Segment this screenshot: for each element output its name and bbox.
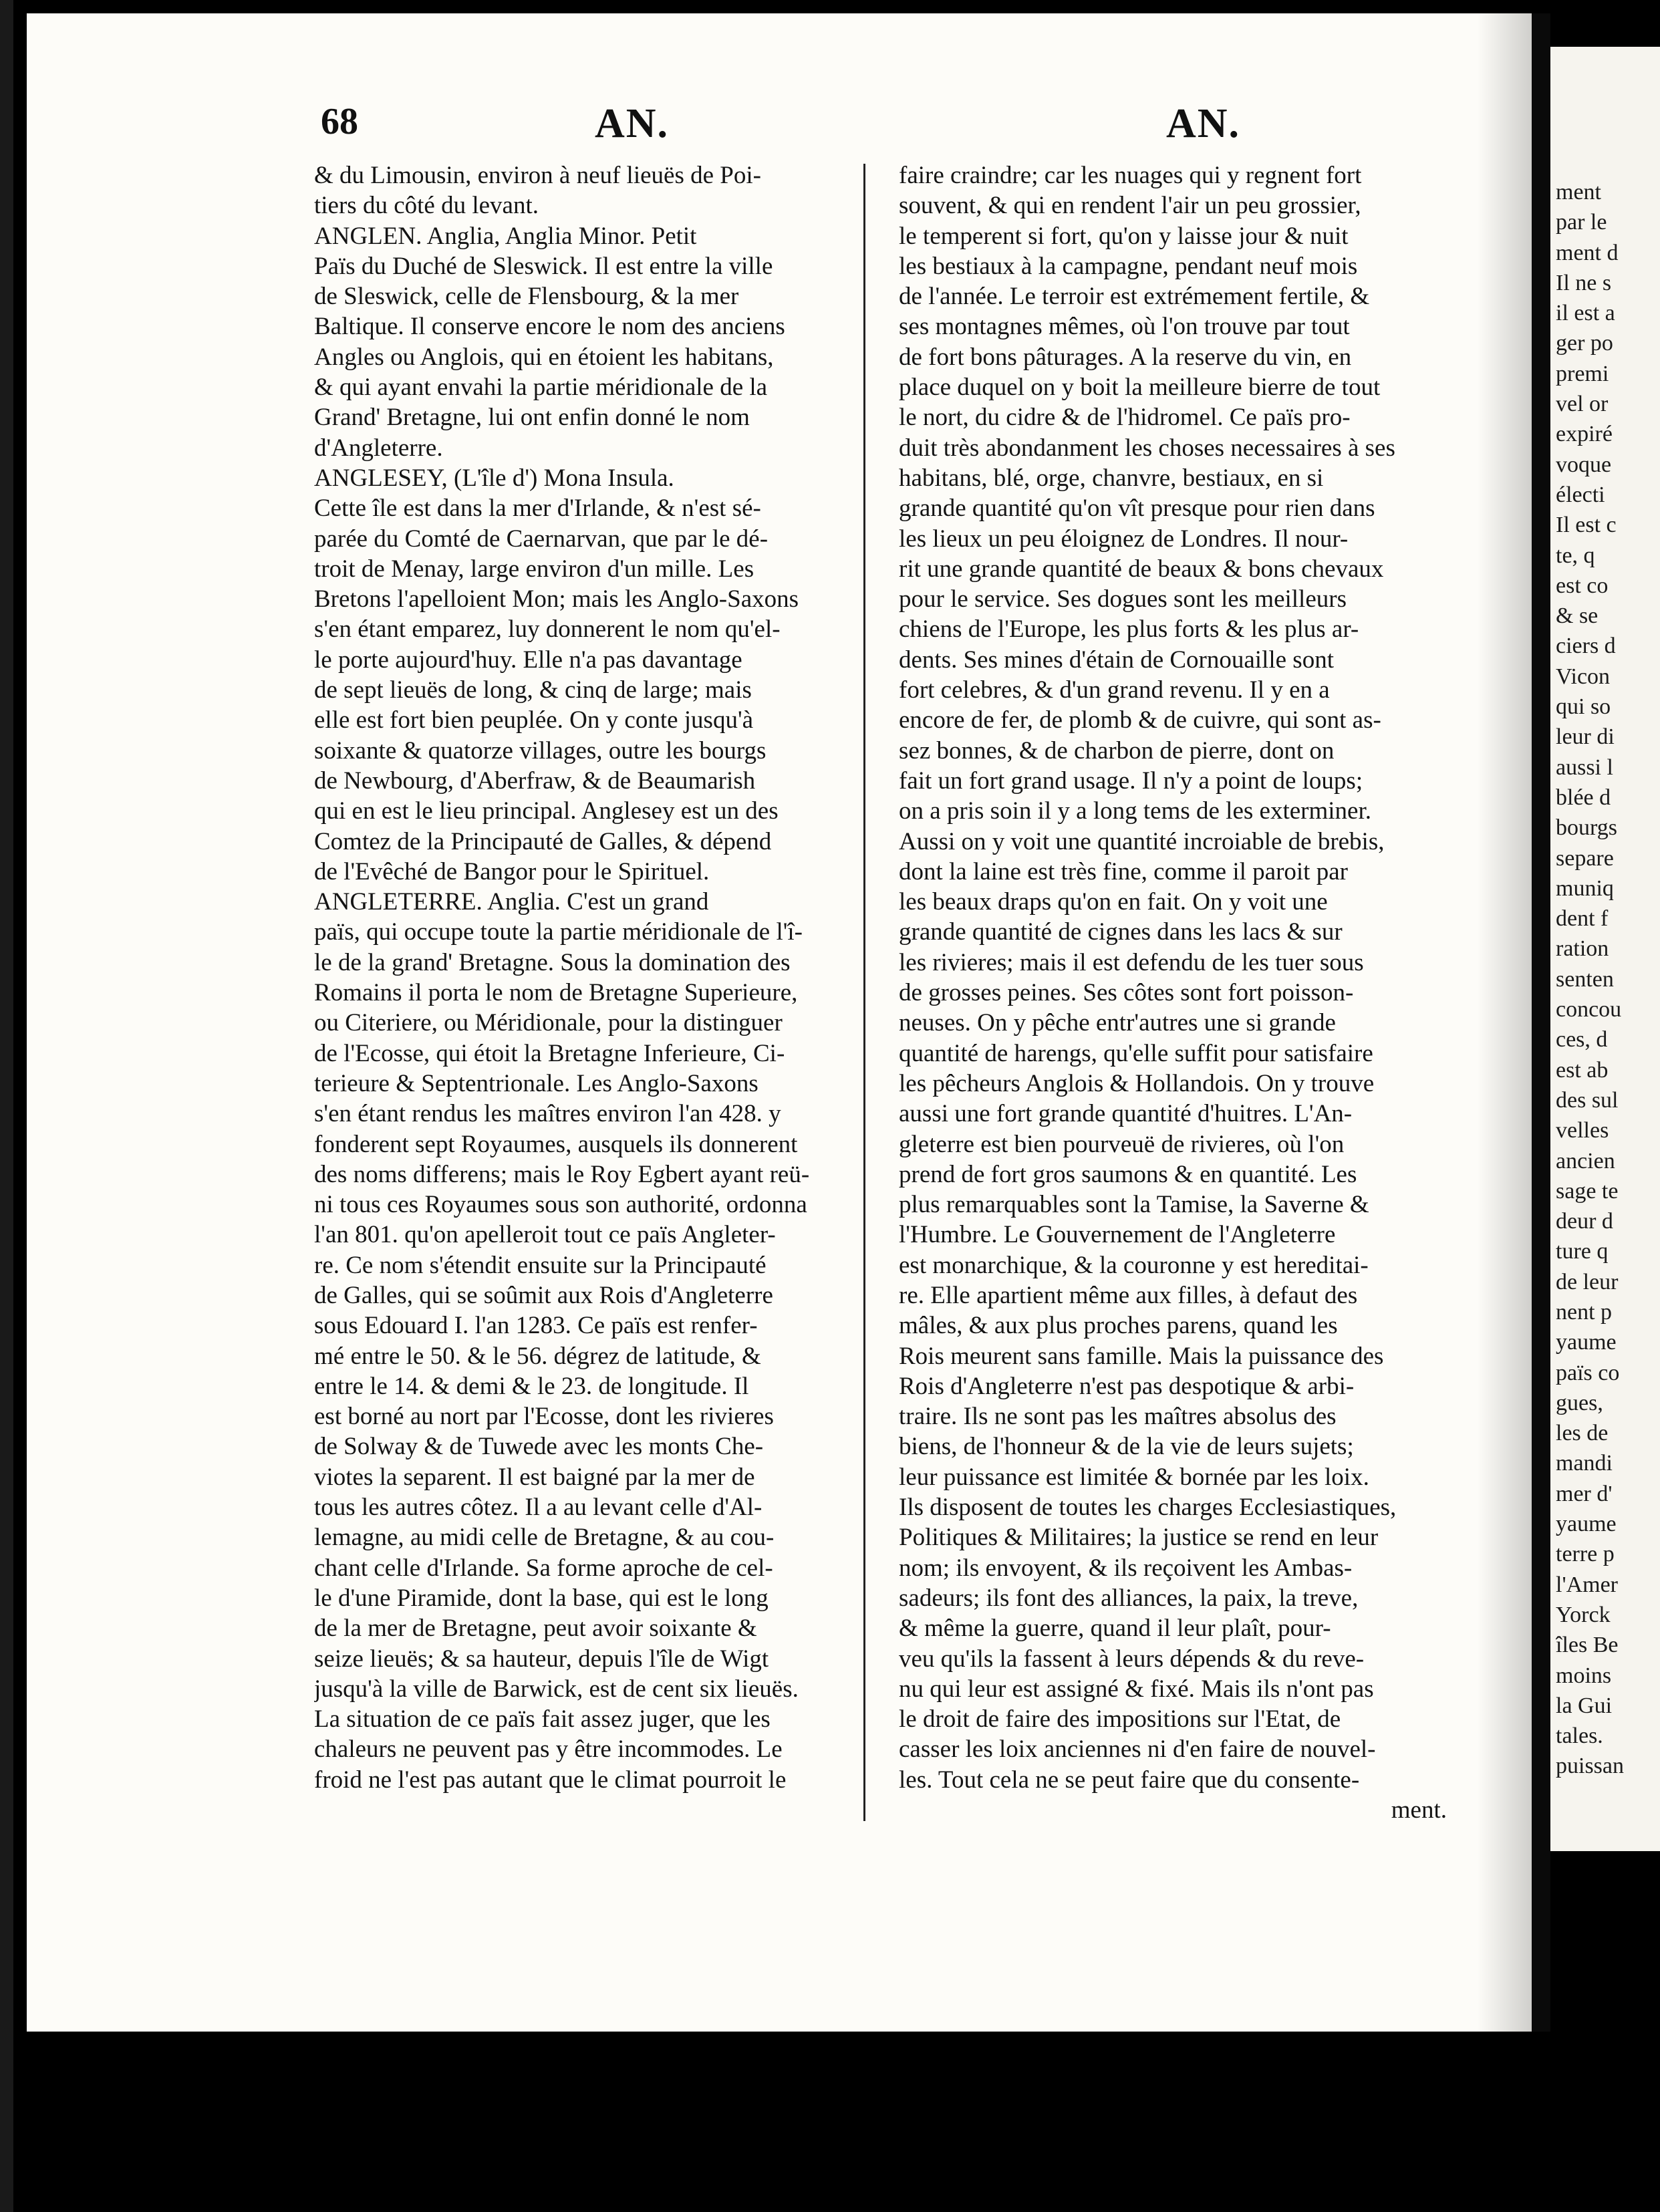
facing-page-line: îles Be (1556, 1633, 1619, 1658)
facing-page-fragment (1550, 47, 1660, 1851)
text-line: fort celebres, & d'un grand revenu. Il y en a (899, 676, 1330, 704)
running-head-left: AN. (595, 101, 670, 146)
text-line: Cette île est dans la mer d'Irlande, & n'est sé- (314, 495, 761, 523)
text-line: le porte aujourd'huy. Elle n'a pas davantage (314, 646, 742, 674)
text-line: grande quantité de cignes dans les lacs & sur (899, 918, 1343, 946)
text-line: place duquel on y boit la meilleure bierre de tout (899, 374, 1381, 402)
facing-page-line: il est a (1556, 301, 1615, 326)
text-line: Angles ou Anglois, qui en étoient les habitans, (314, 343, 774, 371)
text-line: habitans, blé, orge, chanvre, bestiaux, en si (899, 464, 1324, 492)
facing-page-line: la Gui (1556, 1693, 1613, 1718)
text-line: dont la laine est très fine, comme il paroit par (899, 857, 1348, 885)
binding-shadow (1477, 13, 1532, 2032)
facing-page-line: moins (1556, 1663, 1612, 1688)
text-line: ANGLEN. Anglia, Anglia Minor. Petit (314, 222, 697, 250)
page-number: 68 (321, 101, 358, 142)
facing-page-line: mandi (1556, 1451, 1613, 1476)
facing-page-line: les de (1556, 1421, 1609, 1446)
facing-page-line: électi (1556, 482, 1605, 507)
text-line: de Solway & de Tuwede avec les monts Che- (314, 1433, 764, 1461)
text-line: re. Elle apartient même aux filles, à defaut des (899, 1281, 1358, 1309)
text-line: l'an 801. qu'on apelleroit tout ce païs Angleter- (314, 1221, 776, 1249)
facing-page-line: deur d (1556, 1209, 1613, 1234)
text-line: Grand' Bretagne, lui ont enfin donné le nom (314, 404, 750, 432)
text-line: de l'Evêché de Bangor pour le Spirituel. (314, 857, 710, 885)
text-line: sez bonnes, & de charbon de pierre, dont on (899, 736, 1335, 765)
text-line: de sept lieuës de long, & cinq de large; mais (314, 676, 752, 704)
text-line: ANGLESEY, (L'île d') Mona Insula. (314, 464, 674, 492)
facing-page-line: mer d' (1556, 1481, 1613, 1506)
text-line: fait un fort grand usage. Il n'y a point de loups; (899, 767, 1363, 795)
text-line: de la mer de Bretagne, peut avoir soixante & (314, 1615, 757, 1643)
text-line: qui en est le lieu principal. Anglesey est un des (314, 797, 779, 825)
text-line: les lieux un peu éloignez de Londres. Il nour- (899, 525, 1349, 553)
text-line: re. Ce nom s'étendit ensuite sur la Principauté (314, 1251, 767, 1279)
facing-page-line: ration (1556, 936, 1609, 962)
text-line: de l'année. Le terroir est extrémement fertile, & (899, 283, 1370, 311)
text-line: encore de fer, de plomb & de cuivre, qui sont as- (899, 706, 1381, 734)
facing-page-line: velles (1556, 1118, 1609, 1143)
text-line: les. Tout cela ne se peut faire que du consente- (899, 1766, 1360, 1794)
text-line: de Sleswick, celle de Flensbourg, & la mer (314, 283, 739, 311)
text-line: s'en étant emparez, luy donnerent le nom qu'el- (314, 615, 781, 644)
facing-page-line: Il est c (1556, 513, 1617, 538)
text-line: d'Angleterre. (314, 434, 443, 462)
facing-page-line: gues, (1556, 1390, 1603, 1415)
text-line: quantité de harengs, qu'elle suffit pour satisfaire (899, 1039, 1373, 1067)
text-line: le nort, du cidre & de l'hidromel. Ce païs pro- (899, 404, 1351, 432)
left-text-column (314, 160, 889, 1795)
facing-page-line: ment (1556, 180, 1601, 204)
text-line: neuses. On y pêche entr'autres une si grande (899, 1009, 1336, 1037)
text-line: froid ne l'est pas autant que le climat pourroit le (314, 1766, 787, 1794)
facing-page-line: ment d (1556, 240, 1619, 265)
text-line: Politiques & Militaires; la justice se rend en leur (899, 1524, 1379, 1552)
text-line: de fort bons pâturages. A la reserve du vin, en (899, 343, 1352, 371)
text-line: l'Humbre. Le Gouvernement de l'Angleterre (899, 1221, 1336, 1249)
page-gutter (1532, 13, 1550, 2032)
text-line: soixante & quatorze villages, outre les bourgs (314, 736, 767, 765)
text-line: rit une grande quantité de beaux & bons chevaux (899, 555, 1384, 583)
text-line: Comtez de la Principauté de Galles, & dépend (314, 827, 772, 855)
facing-page-line: Vicon (1556, 664, 1611, 689)
text-line: souvent, & qui en rendent l'air un peu grossier, (899, 192, 1361, 220)
text-line: les pêcheurs Anglois & Hollandois. On y trouve (899, 1069, 1375, 1097)
text-line: le d'une Piramide, dont la base, qui est le long (314, 1584, 769, 1612)
text-line: jusqu'à la ville de Barwick, est de cent six lieuës. (314, 1675, 799, 1703)
facing-page-text (1550, 47, 1660, 1782)
text-line: troit de Menay, large environ d'un mille. Les (314, 555, 754, 583)
text-line: mé entre le 50. & le 56. dégrez de latitude, & (314, 1342, 761, 1370)
facing-page-line: dent f (1556, 906, 1609, 932)
text-line: tiers du côté du levant. (314, 192, 539, 220)
text-line: seize lieuës; & sa hauteur, depuis l'île de Wigt (314, 1645, 769, 1673)
facing-page-line: premi (1556, 361, 1609, 386)
scan-left-edge (0, 0, 13, 2212)
text-line: ses montagnes mêmes, où l'on trouve par tout (899, 313, 1350, 341)
facing-page-line: yaume (1556, 1512, 1617, 1537)
text-line: lemagne, au midi celle de Bretagne, & au cou- (314, 1524, 775, 1552)
text-line: & qui ayant envahi la partie méridionale de la (314, 374, 768, 402)
facing-page-line: nent p (1556, 1299, 1613, 1325)
text-line: de Galles, qui se soûmit aux Rois d'Angleterre (314, 1281, 773, 1309)
text-line: grande quantité qu'on vît presque pour rien dans (899, 495, 1375, 523)
text-line: terieure & Septentrionale. Les Anglo-Saxons (314, 1069, 758, 1097)
facing-page-line: leur di (1556, 724, 1615, 750)
text-line: Aussi on y voit une quantité incroiable de brebis, (899, 827, 1385, 855)
text-line: mâles, & aux plus proches parens, quand les (899, 1312, 1338, 1340)
facing-page-line: l'Amer (1556, 1572, 1618, 1597)
text-line: les beaux draps qu'on en fait. On y voit une (899, 888, 1328, 916)
facing-page-line: tales. (1556, 1723, 1603, 1749)
facing-page-line: muniq (1556, 875, 1614, 901)
facing-page-line: Il ne s (1556, 270, 1612, 295)
text-line: & du Limousin, environ à neuf lieuës de Poi- (314, 162, 761, 189)
text-line: ANGLETERRE. Anglia. C'est un grand (314, 888, 709, 916)
text-line: sous Edouard I. l'an 1283. Ce païs est renfer- (314, 1312, 758, 1340)
text-line: le temperent si fort, qu'on y laisse jour & nuit (899, 222, 1349, 250)
text-line: Baltique. Il conserve encore le nom des anciens (314, 313, 785, 341)
text-line: leur puissance est limitée & bornée par les loix. (899, 1463, 1369, 1491)
text-line: tous les autres côtez. Il a au levant celle d'Al- (314, 1494, 763, 1522)
facing-page-line: blée d (1556, 785, 1611, 810)
facing-page-line: qui so (1556, 694, 1611, 720)
text-line: chiens de l'Europe, les plus forts & les plus ar- (899, 615, 1359, 644)
text-line: Romains il porta le nom de Bretagne Superieure, (314, 979, 798, 1007)
text-line: faire craindre; car les nuages qui y regnent fort (899, 162, 1362, 189)
running-head-right: AN. (1166, 101, 1241, 146)
text-line: ni tous ces Royaumes sous son authorité, ordonna (314, 1191, 807, 1219)
right-text-column (899, 160, 1454, 1825)
facing-page-line: est co (1556, 573, 1609, 598)
facing-page-line: par le (1556, 210, 1607, 235)
text-line: Rois d'Angleterre n'est pas despotique & arbi- (899, 1372, 1355, 1400)
facing-page-line: ancien (1556, 1148, 1615, 1173)
facing-page-line: te, q (1556, 543, 1595, 568)
facing-page-line: des sul (1556, 1087, 1619, 1113)
text-line: dents. Ses mines d'étain de Cornouaille sont (899, 646, 1334, 674)
text-line: sadeurs; ils font des alliances, la paix, la treve, (899, 1584, 1359, 1612)
text-line: fonderent sept Royaumes, ausquels ils donnerent (314, 1130, 798, 1158)
column-divider (863, 164, 865, 1821)
text-line: entre le 14. & demi & le 23. de longitude. Il (314, 1372, 749, 1400)
facing-page-line: terre p (1556, 1542, 1615, 1567)
text-line: les rivieres; mais il est defendu de les tuer sous (899, 948, 1364, 976)
text-line: est monarchique, & la couronne y est hereditai- (899, 1251, 1369, 1279)
text-line: prend de fort gros saumons & en quantité. Les (899, 1160, 1357, 1188)
text-line: s'en étant rendus les maîtres environ l'an 428. y (314, 1100, 781, 1128)
text-line: de l'Ecosse, qui étoit la Bretagne Inferieure, Ci- (314, 1039, 785, 1067)
text-line: biens, de l'honneur & de la vie de leurs sujets; (899, 1433, 1354, 1461)
text-line: casser les loix anciennes ni d'en faire de nouvel- (899, 1736, 1376, 1764)
text-line: le de la grand' Bretagne. Sous la domination des (314, 948, 791, 976)
text-line: nom; ils envoyent, & ils reçoivent les Ambas- (899, 1554, 1353, 1582)
facing-page-line: separe (1556, 845, 1614, 871)
facing-page-line: Yorck (1556, 1602, 1611, 1627)
facing-page-line: ces, d (1556, 1027, 1608, 1053)
facing-page-line: senten (1556, 966, 1614, 992)
facing-page-line: voque (1556, 452, 1612, 477)
text-line: duit très abondanment les choses necessaires à ses (899, 434, 1395, 462)
text-line: païs, qui occupe toute la partie méridionale de l'î- (314, 918, 803, 946)
text-line: aussi une fort grande quantité d'huitres. L'An- (899, 1100, 1353, 1128)
text-line: les bestiaux à la campagne, pendant neuf mois (899, 252, 1358, 280)
facing-page-line: bourgs (1556, 815, 1617, 841)
text-line: des noms differens; mais le Roy Egbert ayant reü- (314, 1160, 810, 1188)
text-line: veu qu'ils la fassent à leurs dépends & du reve- (899, 1645, 1365, 1673)
text-line: Ils disposent de toutes les charges Ecclesiastiques, (899, 1494, 1397, 1522)
text-line: on a pris soin il y a long tems de les exterminer. (899, 797, 1371, 825)
text-line: est borné au nort par l'Ecosse, dont les rivieres (314, 1403, 774, 1431)
facing-page-line: & se (1556, 603, 1599, 629)
text-line: Rois meurent sans famille. Mais la puissance des (899, 1342, 1384, 1370)
facing-page-line: ture q (1556, 1239, 1609, 1264)
facing-page-line: ciers d (1556, 634, 1616, 659)
text-line: pour le service. Ses dogues sont les meilleurs (899, 585, 1347, 613)
text-line: gleterre est bien pourveuë de rivieres, où l'on (899, 1130, 1345, 1158)
text-line: parée du Comté de Caernarvan, que par le dé- (314, 525, 769, 553)
facing-page-line: yaume (1556, 1330, 1617, 1355)
text-line: chant celle d'Irlande. Sa forme aproche de cel- (314, 1554, 773, 1582)
text-line: La situation de ce païs fait assez juger, que les (314, 1705, 771, 1734)
text-line: de Newbourg, d'Aberfraw, & de Beaumarish (314, 767, 756, 795)
text-line: plus remarquables sont la Tamise, la Saverne & (899, 1191, 1369, 1219)
text-line: de grosses peines. Ses côtes sont fort poisson- (899, 979, 1354, 1007)
text-line: elle est fort bien peuplée. On y conte jusqu'à (314, 706, 754, 734)
text-line: le droit de faire des impositions sur l'Etat, de (899, 1705, 1341, 1734)
text-line: traire. Ils ne sont pas les maîtres absolus des (899, 1403, 1337, 1431)
facing-page-line: puissan (1556, 1754, 1624, 1779)
facing-page-line: sage te (1556, 1178, 1619, 1204)
text-line: chaleurs ne peuvent pas y être incommodes. Le (314, 1736, 783, 1764)
text-line: nu qui leur est assigné & fixé. Mais ils n'ont pas (899, 1675, 1374, 1703)
facing-page-line: païs co (1556, 1360, 1620, 1385)
facing-page-line: concou (1556, 997, 1622, 1022)
facing-page-line: est ab (1556, 1057, 1609, 1083)
text-line: & même la guerre, quand il leur plaît, pour- (899, 1615, 1331, 1643)
text-line: Païs du Duché de Sleswick. Il est entre la ville (314, 252, 773, 280)
text-line: ou Citeriere, ou Méridionale, pour la distinguer (314, 1009, 783, 1037)
text-line: viotes la separent. Il est baigné par la mer de (314, 1463, 755, 1491)
facing-page-line: vel or (1556, 392, 1609, 417)
facing-page-line: de leur (1556, 1269, 1619, 1294)
facing-page-line: aussi l (1556, 754, 1613, 780)
text-line: Bretons l'apelloient Mon; mais les Anglo-Saxons (314, 585, 799, 613)
facing-page-line: expiré (1556, 422, 1613, 447)
facing-page-line: ger po (1556, 331, 1613, 356)
catchword: ment. (1391, 1796, 1447, 1824)
